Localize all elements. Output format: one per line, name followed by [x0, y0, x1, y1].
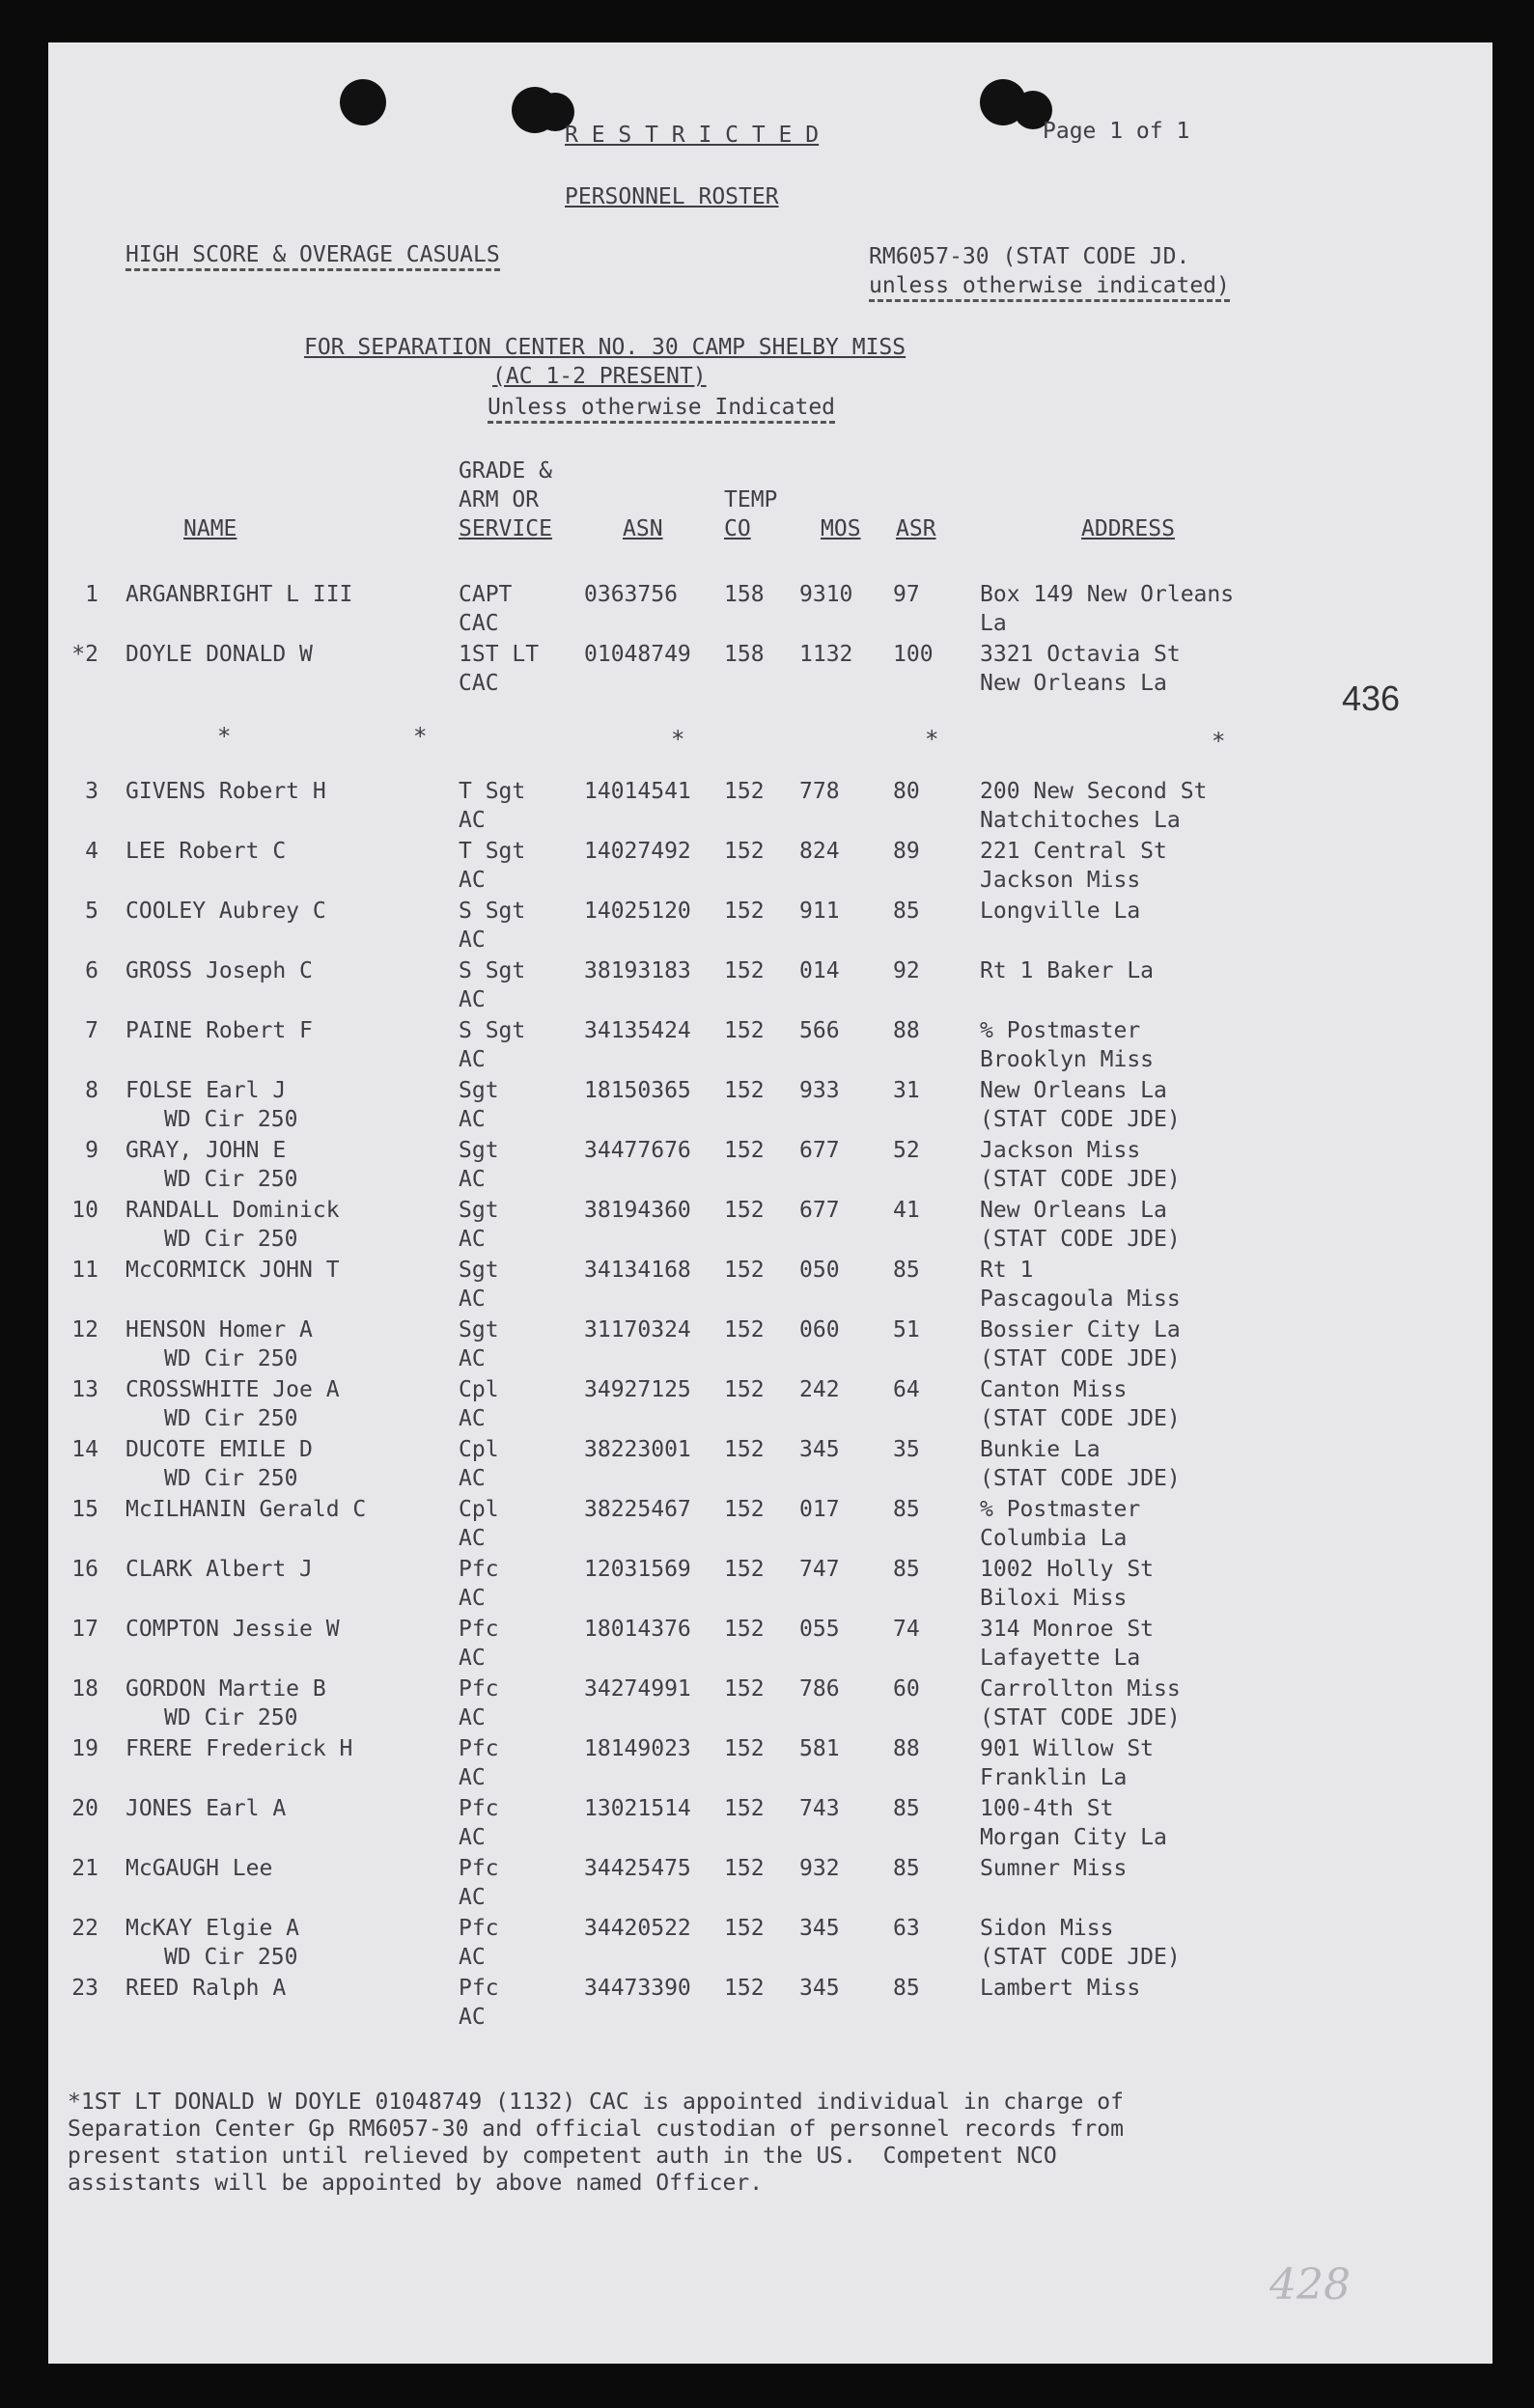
row-name: COMPTON Jessie W: [126, 1617, 340, 1642]
row-asr: 85: [893, 1856, 920, 1881]
row-asn: 31170324: [584, 1317, 691, 1342]
row-asn: 14027492: [584, 839, 691, 864]
row-asr: 85: [893, 1497, 920, 1522]
row-asn: 14025120: [584, 899, 691, 924]
row-number: 11: [71, 1258, 98, 1283]
table-row: [48, 838, 1492, 898]
row-co: 152: [724, 1676, 765, 1702]
row-number: 18: [71, 1676, 98, 1702]
separator-star: *: [217, 723, 232, 750]
row-co: 152: [724, 839, 765, 864]
row-mos: 1132: [799, 642, 853, 667]
document-page: [48, 42, 1492, 2364]
row-address-2: (STAT CODE JDE): [980, 1945, 1181, 1970]
row-mos: 677: [799, 1138, 840, 1163]
row-address-1: 221 Central St: [980, 839, 1167, 864]
col-asn: ASN: [623, 516, 663, 541]
row-address-1: 1002 Holly St: [980, 1557, 1155, 1582]
row-address-1: Sidon Miss: [980, 1916, 1114, 1941]
col-grade-1: GRADE &: [459, 458, 552, 484]
separator-star: *: [925, 726, 939, 753]
row-address-1: Rt 1 Baker La: [980, 958, 1155, 983]
table-row: [48, 898, 1492, 957]
row-arm: AC: [459, 1047, 486, 1072]
row-address-2: (STAT CODE JDE): [980, 1466, 1181, 1491]
row-name: ARGANBRIGHT L III: [126, 582, 353, 607]
row-asr: 97: [893, 582, 920, 607]
row-asn: 18150365: [584, 1078, 691, 1103]
row-mos: 345: [799, 1437, 840, 1462]
row-asr: 80: [893, 779, 920, 804]
row-name: LEE Robert C: [126, 839, 287, 864]
separator-star: *: [413, 723, 428, 750]
stamp-number: 436: [1342, 678, 1401, 718]
row-mos: 778: [799, 779, 840, 804]
row-asr: 85: [893, 899, 920, 924]
row-mos: 566: [799, 1018, 840, 1043]
row-arm: AC: [459, 1287, 486, 1312]
row-name-2: WD Cir 250: [164, 1945, 298, 1970]
row-asr: 89: [893, 839, 920, 864]
row-arm: AC: [459, 1227, 486, 1252]
row-number: 15: [71, 1497, 98, 1522]
row-asr: 52: [893, 1138, 920, 1163]
row-address-2: Jackson Miss: [980, 868, 1141, 893]
row-arm: AC: [459, 868, 486, 893]
row-address-2: (STAT CODE JDE): [980, 1227, 1181, 1252]
row-name: JONES Earl A: [126, 1796, 287, 1821]
row-address-1: Box 149 New Orleans: [980, 582, 1235, 607]
row-asn: 34477676: [584, 1138, 691, 1163]
row-number: 20: [71, 1796, 98, 1821]
row-co: 152: [724, 1018, 765, 1043]
center-heading-3: Unless otherwise Indicated: [488, 394, 835, 424]
table-row: [48, 778, 1492, 838]
row-address-1: Bossier City La: [980, 1317, 1181, 1342]
row-asn: 13021514: [584, 1796, 691, 1821]
row-name: DOYLE DONALD W: [126, 642, 313, 667]
row-arm: AC: [459, 1167, 486, 1192]
table-row: [48, 581, 1492, 641]
row-number: 7: [85, 1018, 98, 1043]
row-mos: 017: [799, 1497, 840, 1522]
row-co: 152: [724, 1497, 765, 1522]
order-reference: RM6057-30 (STAT CODE JD.: [869, 244, 1190, 269]
row-address-2: Morgan City La: [980, 1825, 1167, 1850]
row-mos: 932: [799, 1856, 840, 1881]
row-number: 5: [85, 899, 98, 924]
row-address-1: 901 Willow St: [980, 1736, 1155, 1761]
row-asn: 34425475: [584, 1856, 691, 1881]
row-name: GIVENS Robert H: [126, 779, 326, 804]
row-asr: 63: [893, 1916, 920, 1941]
row-asr: 88: [893, 1736, 920, 1761]
row-name: COOLEY Aubrey C: [126, 899, 326, 924]
row-mos: 345: [799, 1976, 840, 2001]
row-co: 158: [724, 582, 765, 607]
row-mos: 242: [799, 1377, 840, 1402]
row-co: 152: [724, 1198, 765, 1223]
row-name: GRAY, JOHN E: [126, 1138, 287, 1163]
row-grade: S Sgt: [459, 958, 526, 983]
order-reference-note: unless otherwise indicated): [869, 272, 1230, 302]
row-asn: 0363756: [584, 582, 678, 607]
row-address-2: New Orleans La: [980, 671, 1167, 696]
row-asn: 38225467: [584, 1497, 691, 1522]
row-asn: 14014541: [584, 779, 691, 804]
row-grade: Pfc: [459, 1736, 499, 1761]
row-grade: S Sgt: [459, 899, 526, 924]
footnote-line: assistants will be appointed by above named Officer.: [68, 2171, 764, 2196]
row-number: 10: [71, 1198, 98, 1223]
row-number: 19: [71, 1736, 98, 1761]
table-row: [48, 1616, 1492, 1675]
row-name: FRERE Frederick H: [126, 1736, 353, 1761]
row-number: 6: [85, 958, 98, 983]
footnote-line: *1ST LT DONALD W DOYLE 01048749 (1132) CAC is appointed individual in charge of: [68, 2090, 1124, 2115]
row-name-2: WD Cir 250: [164, 1705, 298, 1730]
row-number: 17: [71, 1617, 98, 1642]
row-arm: CAC: [459, 611, 499, 636]
row-address-2: (STAT CODE JDE): [980, 1406, 1181, 1431]
table-row: [48, 1855, 1492, 1915]
row-name: RANDALL Dominick: [126, 1198, 340, 1223]
row-co: 152: [724, 958, 765, 983]
separator-star: *: [1212, 728, 1226, 755]
row-address-1: Bunkie La: [980, 1437, 1101, 1462]
row-co: 152: [724, 1437, 765, 1462]
row-asn: 12031569: [584, 1557, 691, 1582]
row-mos: 9310: [799, 582, 853, 607]
row-number: *2: [71, 642, 98, 667]
row-name-2: WD Cir 250: [164, 1346, 298, 1371]
row-arm: AC: [459, 2005, 486, 2030]
row-address-2: La: [980, 611, 1007, 636]
row-mos: 014: [799, 958, 840, 983]
row-asr: 85: [893, 1976, 920, 2001]
row-mos: 345: [799, 1916, 840, 1941]
page-title: PERSONNEL ROSTER: [565, 184, 779, 209]
table-row: [48, 1915, 1492, 1975]
table-row: [48, 957, 1492, 1017]
row-address-1: Canton Miss: [980, 1377, 1128, 1402]
page-number: Page 1 of 1: [1043, 119, 1190, 144]
row-asn: 01048749: [584, 642, 691, 667]
row-number: 14: [71, 1437, 98, 1462]
row-number: 16: [71, 1557, 98, 1582]
table-row: [48, 1556, 1492, 1616]
row-asr: 88: [893, 1018, 920, 1043]
row-address-2: Lafayette La: [980, 1646, 1141, 1671]
row-asr: 64: [893, 1377, 920, 1402]
row-grade: 1ST LT: [459, 642, 540, 667]
row-name: GROSS Joseph C: [126, 958, 313, 983]
row-grade: Pfc: [459, 1976, 499, 2001]
row-asr: 92: [893, 958, 920, 983]
row-address-1: Longville La: [980, 899, 1141, 924]
row-asn: 34927125: [584, 1377, 691, 1402]
row-mos: 911: [799, 899, 840, 924]
row-address-1: 100-4th St: [980, 1796, 1114, 1821]
row-mos: 743: [799, 1796, 840, 1821]
row-number: 1: [85, 582, 98, 607]
row-name: McGAUGH Lee: [126, 1856, 273, 1881]
row-co: 158: [724, 642, 765, 667]
row-grade: Pfc: [459, 1676, 499, 1702]
row-address-2: (STAT CODE JDE): [980, 1346, 1181, 1371]
table-row: [48, 1735, 1492, 1795]
row-grade: Pfc: [459, 1916, 499, 1941]
row-arm: AC: [459, 808, 486, 833]
row-number: 23: [71, 1976, 98, 2001]
row-arm: AC: [459, 1526, 486, 1551]
row-name: GORDON Martie B: [126, 1676, 326, 1702]
center-heading: FOR SEPARATION CENTER NO. 30 CAMP SHELBY MISS: [304, 335, 906, 360]
row-arm: AC: [459, 1825, 486, 1850]
table-row: [48, 1257, 1492, 1316]
table-row: [48, 1316, 1492, 1376]
row-address-2: Brooklyn Miss: [980, 1047, 1155, 1072]
row-arm: AC: [459, 987, 486, 1012]
col-grade-2: ARM OR: [459, 487, 540, 512]
row-address-1: 3321 Octavia St: [980, 642, 1181, 667]
row-co: 152: [724, 1736, 765, 1761]
row-name: McKAY Elgie A: [126, 1916, 300, 1941]
row-mos: 747: [799, 1557, 840, 1582]
col-co-1: TEMP: [724, 487, 778, 512]
row-mos: 786: [799, 1676, 840, 1702]
row-name: PAINE Robert F: [126, 1018, 313, 1043]
row-asr: 74: [893, 1617, 920, 1642]
row-asn: 34135424: [584, 1018, 691, 1043]
row-name: McCORMICK JOHN T: [126, 1258, 340, 1283]
table-row: [48, 1197, 1492, 1257]
row-grade: Cpl: [459, 1377, 499, 1402]
table-row: [48, 1017, 1492, 1077]
row-address-2: Biloxi Miss: [980, 1586, 1128, 1611]
table-row: [48, 1077, 1492, 1137]
row-address-1: Rt 1: [980, 1258, 1034, 1283]
row-asr: 100: [893, 642, 934, 667]
row-co: 152: [724, 1317, 765, 1342]
row-arm: AC: [459, 1885, 486, 1910]
row-address-1: Lambert Miss: [980, 1976, 1141, 2001]
row-arm: AC: [459, 1406, 486, 1431]
row-number: 4: [85, 839, 98, 864]
row-grade: Sgt: [459, 1258, 499, 1283]
row-name: FOLSE Earl J: [126, 1078, 287, 1103]
row-co: 152: [724, 1617, 765, 1642]
row-name-2: WD Cir 250: [164, 1406, 298, 1431]
row-grade: Cpl: [459, 1437, 499, 1462]
footnote-line: Separation Center Gp RM6057-30 and official custodian of personnel records from: [68, 2117, 1124, 2142]
row-address-2: Natchitoches La: [980, 808, 1181, 833]
row-asn: 34420522: [584, 1916, 691, 1941]
row-address-1: New Orleans La: [980, 1198, 1167, 1223]
row-mos: 055: [799, 1617, 840, 1642]
row-grade: Sgt: [459, 1317, 499, 1342]
row-grade: Pfc: [459, 1617, 499, 1642]
row-name: REED Ralph A: [126, 1976, 287, 2001]
row-number: 3: [85, 779, 98, 804]
separator-star: *: [671, 726, 685, 753]
row-asr: 41: [893, 1198, 920, 1223]
row-name-2: WD Cir 250: [164, 1227, 298, 1252]
row-name-2: WD Cir 250: [164, 1466, 298, 1491]
row-address-2: (STAT CODE JDE): [980, 1167, 1181, 1192]
classification: R E S T R I C T E D: [565, 123, 820, 148]
row-name: CLARK Albert J: [126, 1557, 313, 1582]
row-asr: 60: [893, 1676, 920, 1702]
row-grade: Pfc: [459, 1856, 499, 1881]
row-asn: 34134168: [584, 1258, 691, 1283]
punch-hole-left: [340, 79, 386, 125]
table-row: [48, 1137, 1492, 1197]
row-asr: 51: [893, 1317, 920, 1342]
row-co: 152: [724, 1976, 765, 2001]
row-co: 152: [724, 779, 765, 804]
row-arm: AC: [459, 1705, 486, 1730]
col-asr: ASR: [896, 516, 936, 541]
row-co: 152: [724, 1138, 765, 1163]
col-grade-3: SERVICE: [459, 516, 552, 541]
row-asr: 85: [893, 1258, 920, 1283]
row-name-2: WD Cir 250: [164, 1107, 298, 1132]
row-mos: 933: [799, 1078, 840, 1103]
row-arm: AC: [459, 927, 486, 953]
row-number: 8: [85, 1078, 98, 1103]
row-asn: 38223001: [584, 1437, 691, 1462]
row-arm: AC: [459, 1646, 486, 1671]
row-arm: AC: [459, 1945, 486, 1970]
row-grade: Pfc: [459, 1796, 499, 1821]
footnote-line: present station until relieved by competent auth in the US. Competent NCO: [68, 2144, 1057, 2169]
row-name: DUCOTE EMILE D: [126, 1437, 313, 1462]
row-asn: 18014376: [584, 1617, 691, 1642]
row-co: 152: [724, 1916, 765, 1941]
row-grade: Cpl: [459, 1497, 499, 1522]
row-arm: AC: [459, 1107, 486, 1132]
handwritten-number: 428: [1269, 2260, 1351, 2310]
row-number: 13: [71, 1377, 98, 1402]
row-mos: 060: [799, 1317, 840, 1342]
row-co: 152: [724, 1557, 765, 1582]
row-co: 152: [724, 1796, 765, 1821]
col-address: ADDRESS: [1081, 516, 1175, 541]
row-arm: AC: [459, 1586, 486, 1611]
row-name: McILHANIN Gerald C: [126, 1497, 367, 1522]
row-mos: 050: [799, 1258, 840, 1283]
col-co-2: CO: [724, 516, 751, 541]
col-name: NAME: [183, 516, 237, 541]
row-arm: CAC: [459, 671, 499, 696]
row-arm: AC: [459, 1466, 486, 1491]
row-number: 21: [71, 1856, 98, 1881]
row-grade: T Sgt: [459, 839, 526, 864]
row-mos: 677: [799, 1198, 840, 1223]
table-row: [48, 1436, 1492, 1496]
row-co: 152: [724, 1078, 765, 1103]
row-asr: 85: [893, 1796, 920, 1821]
row-address-2: Franklin La: [980, 1765, 1128, 1790]
row-name: HENSON Homer A: [126, 1317, 313, 1342]
row-address-1: New Orleans La: [980, 1078, 1167, 1103]
row-address-1: % Postmaster: [980, 1018, 1141, 1043]
row-grade: S Sgt: [459, 1018, 526, 1043]
table-row: [48, 1496, 1492, 1556]
row-number: 12: [71, 1317, 98, 1342]
row-asn: 34473390: [584, 1976, 691, 2001]
row-number: 9: [85, 1138, 98, 1163]
row-address-1: Sumner Miss: [980, 1856, 1128, 1881]
row-grade: Sgt: [459, 1198, 499, 1223]
row-co: 152: [724, 1258, 765, 1283]
row-mos: 581: [799, 1736, 840, 1761]
row-co: 152: [724, 899, 765, 924]
row-asr: 31: [893, 1078, 920, 1103]
row-arm: AC: [459, 1346, 486, 1371]
row-co: 152: [724, 1377, 765, 1402]
row-name: CROSSWHITE Joe A: [126, 1377, 340, 1402]
row-asr: 85: [893, 1557, 920, 1582]
row-number: 22: [71, 1916, 98, 1941]
row-grade: CAPT: [459, 582, 513, 607]
table-row: [48, 1975, 1492, 2034]
table-row: [48, 1675, 1492, 1735]
row-name-2: WD Cir 250: [164, 1167, 298, 1192]
row-arm: AC: [459, 1765, 486, 1790]
row-co: 152: [724, 1856, 765, 1881]
row-grade: Sgt: [459, 1138, 499, 1163]
row-address-1: Carrollton Miss: [980, 1676, 1181, 1702]
center-heading-2: (AC 1-2 PRESENT): [492, 364, 707, 389]
row-address-2: (STAT CODE JDE): [980, 1705, 1181, 1730]
row-address-1: 200 New Second St: [980, 779, 1208, 804]
row-asn: 34274991: [584, 1676, 691, 1702]
row-address-2: (STAT CODE JDE): [980, 1107, 1181, 1132]
row-mos: 824: [799, 839, 840, 864]
row-address-2: Pascagoula Miss: [980, 1287, 1181, 1312]
row-address-1: Jackson Miss: [980, 1138, 1141, 1163]
row-asn: 18149023: [584, 1736, 691, 1761]
table-row: [48, 1376, 1492, 1436]
col-mos: MOS: [821, 516, 861, 541]
row-asn: 38193183: [584, 958, 691, 983]
row-grade: Sgt: [459, 1078, 499, 1103]
row-address-1: 314 Monroe St: [980, 1617, 1155, 1642]
row-grade: Pfc: [459, 1557, 499, 1582]
table-row: [48, 1795, 1492, 1855]
row-address-2: Columbia La: [980, 1526, 1128, 1551]
row-grade: T Sgt: [459, 779, 526, 804]
row-asn: 38194360: [584, 1198, 691, 1223]
row-address-1: % Postmaster: [980, 1497, 1141, 1522]
row-asr: 35: [893, 1437, 920, 1462]
table-row: [48, 641, 1492, 701]
left-heading: HIGH SCORE & OVERAGE CASUALS: [126, 241, 500, 271]
